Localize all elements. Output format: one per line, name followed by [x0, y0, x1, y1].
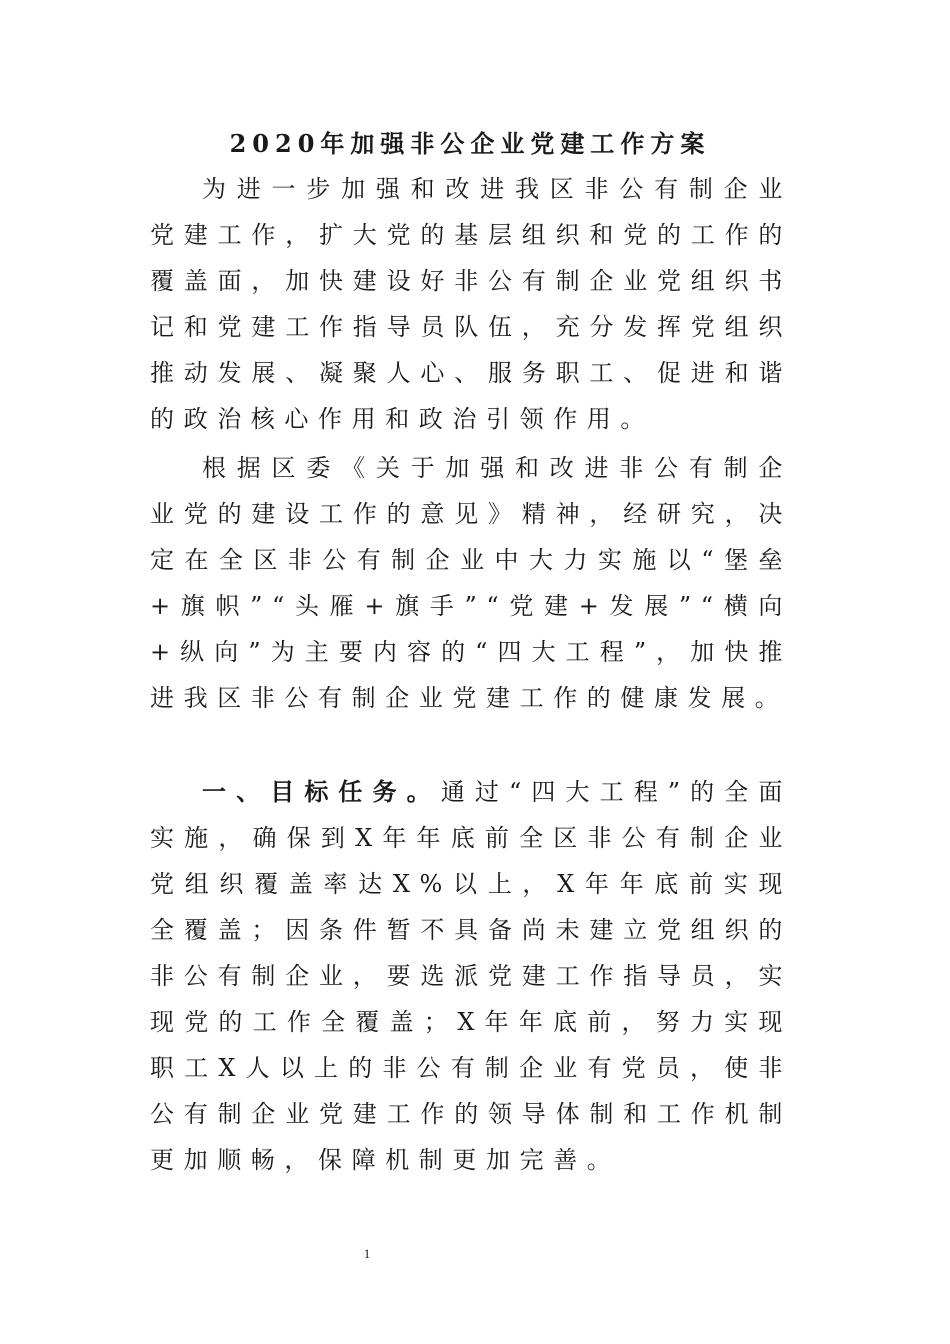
document-title: 2020年加强非公企业党建工作方案	[229, 129, 711, 158]
paragraph-goals-body: 通过“四大工程”的全面实施，确保到X年年底前全区非公有制企业党组织覆盖率达X%以上，X年年底前实现全覆盖；因条件暂不具备尚未建立党组织的非公有制企业，要选派党建工作指导员，实现党的工作全覆盖；X年年底前，努力实现职工X人以上的非公有制企业有党员，使非公有制企业党建工作的领导体制和工作机制更加顺畅，保障机制更加完善。	[150, 778, 792, 1174]
paragraph-intro: 为进一步加强和改进我区非公有制企业党建工作，扩大党的基层组织和党的工作的覆盖面，加快建设好非公有制企业党组织书记和党建工作指导员队伍，充分发挥党组织推动发展、凝聚人心、服务职工、促进和谐的政治核心作用和政治引领作用。	[150, 175, 792, 433]
paragraph-basis: 根据区委《关于加强和改进非公有制企业党的建设工作的意见》精神，经研究，决定在全区非公有制企业中大力实施以“堡垒+旗帜”“头雁+旗手”“党建+发展”“横向+纵向”为主要内容的“四大工程”，加快推进我区非公有制企业党建工作的健康发展。	[150, 454, 792, 712]
page-number: 1	[363, 1246, 371, 1261]
paragraph-goals	[150, 769, 792, 1183]
section-heading-goals: 一、目标任务。	[202, 777, 441, 806]
